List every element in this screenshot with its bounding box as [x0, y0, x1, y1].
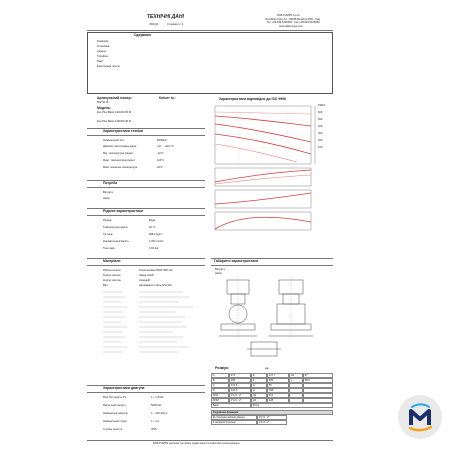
accessories-value-2: 1"1/4 - 2" [257, 420, 287, 425]
tech-value-3: -10°C [157, 152, 164, 155]
liquid-value-2: 20 °C [149, 226, 156, 229]
sizes-cell: 1"1/4 - 2" [229, 393, 251, 398]
weight-value: 56 kg [251, 403, 333, 408]
pump-drawing [217, 274, 327, 362]
sizes-cell: 1"1/4 - 2" [229, 398, 251, 403]
materials-value-4: Нержавіюча сталь AISI 304 [139, 284, 172, 287]
motor-value-5: IPX5 [151, 428, 157, 431]
motor-value-2: 50/60 Hz [151, 404, 162, 407]
liquid-title: Рідинні характеристики [103, 209, 143, 213]
liquid-value-4: 1.004 mm²/s [149, 240, 164, 243]
motor-label-1: Вхід Потужність P1: [103, 396, 127, 399]
tech-label-4: Макс. температура рідини: [103, 159, 136, 162]
curve-scale-500: 500 [318, 118, 323, 121]
sizes-cell: 58.5 [303, 378, 333, 383]
sizes-unit: мм [265, 367, 269, 370]
sizes-cell: H [251, 388, 267, 393]
accessories-label-2: З напірної сторони: [211, 420, 257, 425]
document-code: OD1Q2 [149, 23, 158, 26]
materials-value-1: Технополімер PA66 30% GF [139, 269, 173, 272]
order-title: Одержано [134, 33, 152, 37]
company-line-2: Via Marco Polo, 14 - 35035 Mestrino (PD) - Italy [265, 17, 321, 21]
sizes-cell: 768 [267, 388, 289, 393]
motor-label-5: Ступінь захисту: [103, 428, 123, 431]
tech-label-5: Макс. кімнатна температура: [103, 166, 138, 169]
motor-label-4: Номінальний струм: [103, 420, 128, 423]
sizes-cell: 124.5 [229, 388, 251, 393]
dimensions-title: Габаритні характеристики [214, 259, 259, 263]
order-box [87, 32, 333, 94]
tech-value-1: 50/60Hz [157, 139, 167, 142]
client-number-label: Клієнт №: [159, 96, 176, 100]
liquid-value-5: 0.02 bar [149, 247, 159, 250]
order-field-phone: Телефон: [97, 55, 109, 58]
materials-label-4: Вал [103, 284, 108, 287]
order-field-address: Адреса: [97, 50, 107, 53]
liquid-label-4: Кінематична в'язкість: [103, 240, 130, 243]
sizes-cell: 65 [267, 383, 289, 388]
liquid-value-1: Вода [149, 219, 156, 222]
brand-m-icon [398, 395, 442, 439]
materials-title: Матеріали [103, 259, 121, 263]
needs-flow: Витрата [103, 191, 113, 194]
materials-label-2: Корпус насоса [103, 274, 121, 277]
page-number: Сторінка 1 / 4 [167, 23, 184, 26]
sizes-cell: H1 [251, 393, 267, 398]
sizes-cell: E [251, 373, 267, 378]
order-field-company: Компанія: [97, 40, 109, 43]
sizes-cell: 87 [303, 373, 333, 378]
order-field-installation: Установка: [97, 45, 110, 48]
sizes-cell: 131.5 [229, 383, 251, 388]
dimensions-label-head: Напір [215, 272, 222, 275]
tech-label-1: Номінальний тип: [103, 139, 125, 142]
materials-list-lines [103, 290, 203, 360]
datasheet-page [87, 12, 333, 448]
sizes-cell: 535 [267, 378, 289, 383]
tech-value-5: 40°C [157, 166, 163, 169]
accessories-label-1: Зі стороною всмоктування: [211, 415, 257, 420]
liquid-label-5: Тиск пари: [103, 247, 116, 250]
article-code-label: Артикульний номер: [97, 96, 132, 100]
curve-scale-400: 400 [318, 125, 323, 128]
curve-scale-pmax: PMAX [318, 104, 326, 107]
sizes-cell: L [289, 378, 303, 383]
order-field-fax: Факс: [97, 60, 104, 63]
sizes-cell: DNM [211, 398, 229, 403]
tech-value-2: -10 ... +110 °C [157, 145, 174, 148]
tech-label-2: Діапазон застосувань рідин: [103, 145, 137, 148]
sizes-cell: F [251, 378, 267, 383]
order-field-email: Електронна пошта: [97, 65, 121, 68]
motor-label-3: Номінальна напруга: [103, 412, 129, 415]
motor-value-4: 1 ÷ 3 A [151, 420, 160, 423]
company-line-1: DAB PUMPS S.p.A. [277, 14, 301, 17]
needs-title: Потреби [103, 181, 118, 185]
sizes-title: Розміри [215, 366, 229, 370]
liquid-label-2: Температура рідини: [103, 226, 129, 229]
materials-value-3: Алюміній [139, 279, 150, 282]
sizes-cell: A [211, 373, 229, 378]
sizes-cell: H2 [251, 398, 267, 403]
needs-head: Напір [103, 197, 110, 200]
curve-scale-100: 100 [318, 146, 323, 149]
dimensions-label-flow: Витрата [215, 268, 225, 271]
model-value: Evo Plus Basic 120/340.45 M [97, 111, 131, 114]
motor-label-2: Фактичний напругу: [103, 404, 127, 407]
sizes-cell: 358 [229, 378, 251, 383]
footer-note: DAB PUMPS залишає за собою право вносити зміни без попередження [153, 442, 240, 445]
motor-title: Характеристики двигуна [103, 386, 145, 390]
liquid-label-1: Рідина: [103, 219, 112, 222]
sizes-cell: 373 [229, 373, 251, 378]
curve-scale-300: 300 [318, 132, 323, 135]
document-title: ТЕХНІЧНІ ДАНІ [147, 14, 184, 20]
accessories-value-1: 1"1/4 - 2" [257, 415, 287, 420]
model-label: Модель: [97, 106, 112, 110]
sizes-cell: 127.7 [267, 373, 289, 378]
sizes-cell: 613 [267, 393, 289, 398]
motor-value-3: 1 ~ 220-240 V [151, 412, 168, 415]
curve-scale-200: 200 [318, 139, 323, 142]
performance-curves [207, 104, 333, 244]
liquid-label-3: Густина: [103, 233, 114, 236]
liquid-value-3: 998.2 kg/m³ [149, 233, 163, 236]
sizes-cell: H3 [289, 373, 303, 378]
tech-title: Характеристики техніки [103, 129, 144, 133]
company-line-3: Tel. +39.049.5125000 - Fax +39.049.5125950 [267, 21, 320, 24]
article-code-value: 60271178 [97, 101, 109, 104]
motor-value-1: 1 ÷ 1.8 kW [151, 396, 164, 399]
tech-label-3: Мін. температура рідини: [103, 152, 134, 155]
sizes-cell: C [211, 383, 229, 388]
curve-scale-600: 600 [318, 111, 323, 114]
tech-value-4: 110°C [157, 159, 165, 162]
curve-title: Характеристики відповідно до ISO 9906 [219, 97, 286, 101]
sizes-cell: G [251, 383, 267, 388]
sizes-cell: D [211, 388, 229, 393]
brand-badge [398, 395, 442, 439]
materials-label-1: Робоче колесо [103, 269, 121, 272]
weight-label: Вага: [211, 403, 251, 408]
materials-value-2: Чавун GG20 [139, 274, 154, 277]
sizes-cell: 228 [267, 398, 289, 403]
sizes-cell: B [211, 378, 229, 383]
company-line-4: www.dabpumps.com [279, 24, 303, 28]
accessories-title: З'єднання фланцем [211, 410, 333, 415]
materials-label-3: Корпус мотора [103, 279, 121, 282]
model-description: Evo Plus Basic 120/340.45 M [97, 120, 131, 123]
sizes-cell: DNA [211, 393, 229, 398]
